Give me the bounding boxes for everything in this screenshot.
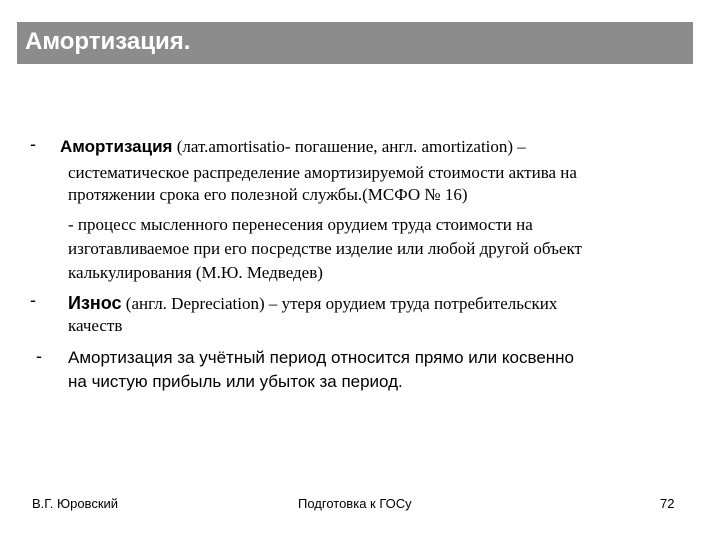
- definition-depreciation-line-1: Износ (англ. Depreciation) – утеря орудием труда потребительских: [68, 293, 558, 313]
- definition-medvedev-line-1: - процесс мысленного перенесения орудием труда стоимости на: [68, 215, 533, 234]
- definition-amortization-line-2: систематическое распределение амортизируемой стоимости актива на: [68, 163, 577, 182]
- bullet-marker: -: [30, 134, 36, 154]
- bullet-marker: -: [30, 290, 36, 310]
- definition-depreciation-line-2: качеств: [68, 316, 123, 335]
- definition-amortization-line-3: протяжении срока его полезной службы.(МСФО № 16): [68, 185, 468, 204]
- footer-center: Подготовка к ГОСу: [298, 496, 412, 511]
- footer-author: В.Г. Юровский: [32, 496, 119, 511]
- definition-amortization-line-1: Амортизация (лат.amortisatio- погашение, англ. amortization) –: [60, 137, 526, 156]
- definition-medvedev-line-2: изготавливаемое при его посредстве изделие или любой другой объект: [68, 239, 582, 258]
- page-number: 72: [660, 496, 675, 511]
- bullet-marker: -: [36, 346, 42, 366]
- term-amortization: Амортизация: [60, 137, 173, 156]
- note-line-1: Амортизация за учётный период относится прямо или косвенно: [68, 348, 574, 367]
- term-depreciation: Износ: [68, 293, 122, 313]
- note-line-2: на чистую прибыль или убыток за период.: [68, 372, 403, 391]
- slide-title: Амортизация.: [25, 28, 191, 55]
- definition-medvedev-line-3: калькулирования (М.Ю. Медведев): [68, 263, 323, 282]
